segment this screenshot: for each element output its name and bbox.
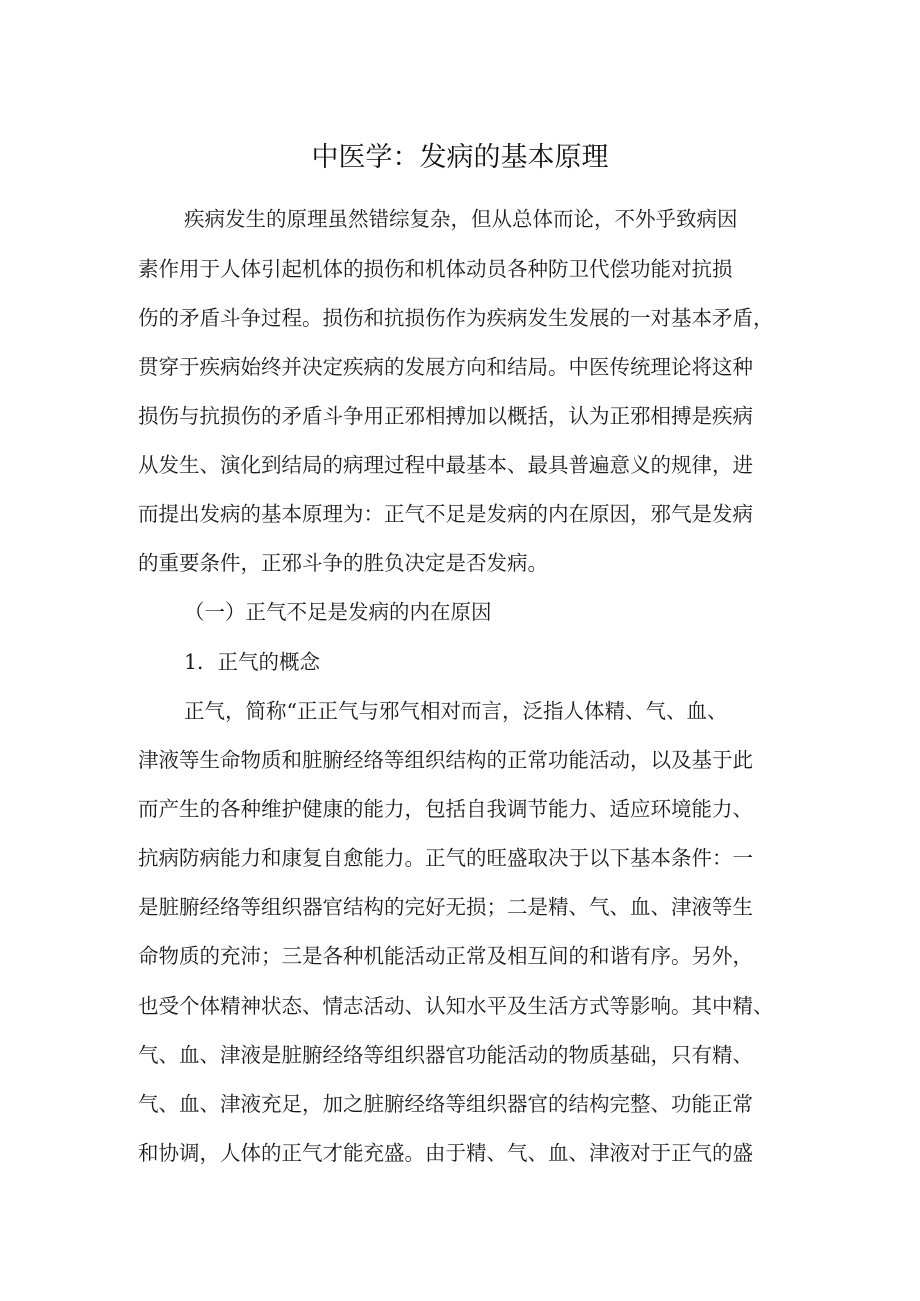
paragraph-line: 气、血、津液充足，加之脏腑经络等组织器官的结构完整、功能正常: [138, 1092, 753, 1116]
subsection-heading: 1．正气的概念: [184, 650, 321, 674]
paragraph-line: 素作用于人体引起机体的损伤和机体动员各种防卫代偿功能对抗损: [138, 257, 733, 281]
paragraph-line: 命物质的充沛；三是各种机能活动正常及相互间的和谐有序。另外，: [138, 944, 753, 968]
paragraph-line: 津液等生命物质和脏腑经络等组织结构的正常功能活动，以及基于此: [138, 748, 753, 772]
paragraph-line: 气、血、津液是脏腑经络等组织器官功能活动的物质基础，只有精、: [138, 1043, 753, 1067]
section-heading: （一）正气不足是发病的内在原因: [184, 600, 492, 624]
paragraph-line: 和协调，人体的正气才能充盛。由于精、气、血、津液对于正气的盛: [138, 1141, 753, 1165]
paragraph-line: 贯穿于疾病始终并决定疾病的发展方向和结局。中医传统理论将这种: [138, 355, 753, 379]
paragraph-line: 抗病防病能力和康复自愈能力。正气的旺盛取决于以下基本条件：一: [138, 846, 753, 870]
paragraph-line: 从发生、演化到结局的病理过程中最基本、最具普遍意义的规律，进: [138, 453, 753, 477]
paragraph-line: 的重要条件，正邪斗争的胜负决定是否发病。: [138, 551, 548, 575]
paragraph-line: 疾病发生的原理虽然错综复杂，但从总体而论，不外乎致病因: [184, 207, 738, 231]
paragraph-line: 正气，简称“正正气与邪气相对而言，泛指人体精、气、血、: [184, 699, 728, 723]
page-title: 中医学：发病的基本原理: [311, 142, 609, 173]
paragraph-line: 是脏腑经络等组织器官结构的完好无损；二是精、气、血、津液等生: [138, 895, 753, 919]
paragraph-line: 损伤与抗损伤的矛盾斗争用正邪相搏加以概括，认为正邪相搏是疾病: [138, 404, 753, 428]
paragraph-line: 伤的矛盾斗争过程。损伤和抗损伤作为疾病发生发展的一对基本矛盾，: [138, 306, 774, 330]
paragraph-line: 而提出发病的基本原理为：正气不足是发病的内在原因，邪气是发病: [138, 502, 753, 526]
paragraph-line: 而产生的各种维护健康的能力，包括自我调节能力、适应环境能力、: [138, 797, 753, 821]
paragraph-line: 也受个体精神状态、情志活动、认知水平及生活方式等影响。其中精、: [138, 994, 774, 1018]
